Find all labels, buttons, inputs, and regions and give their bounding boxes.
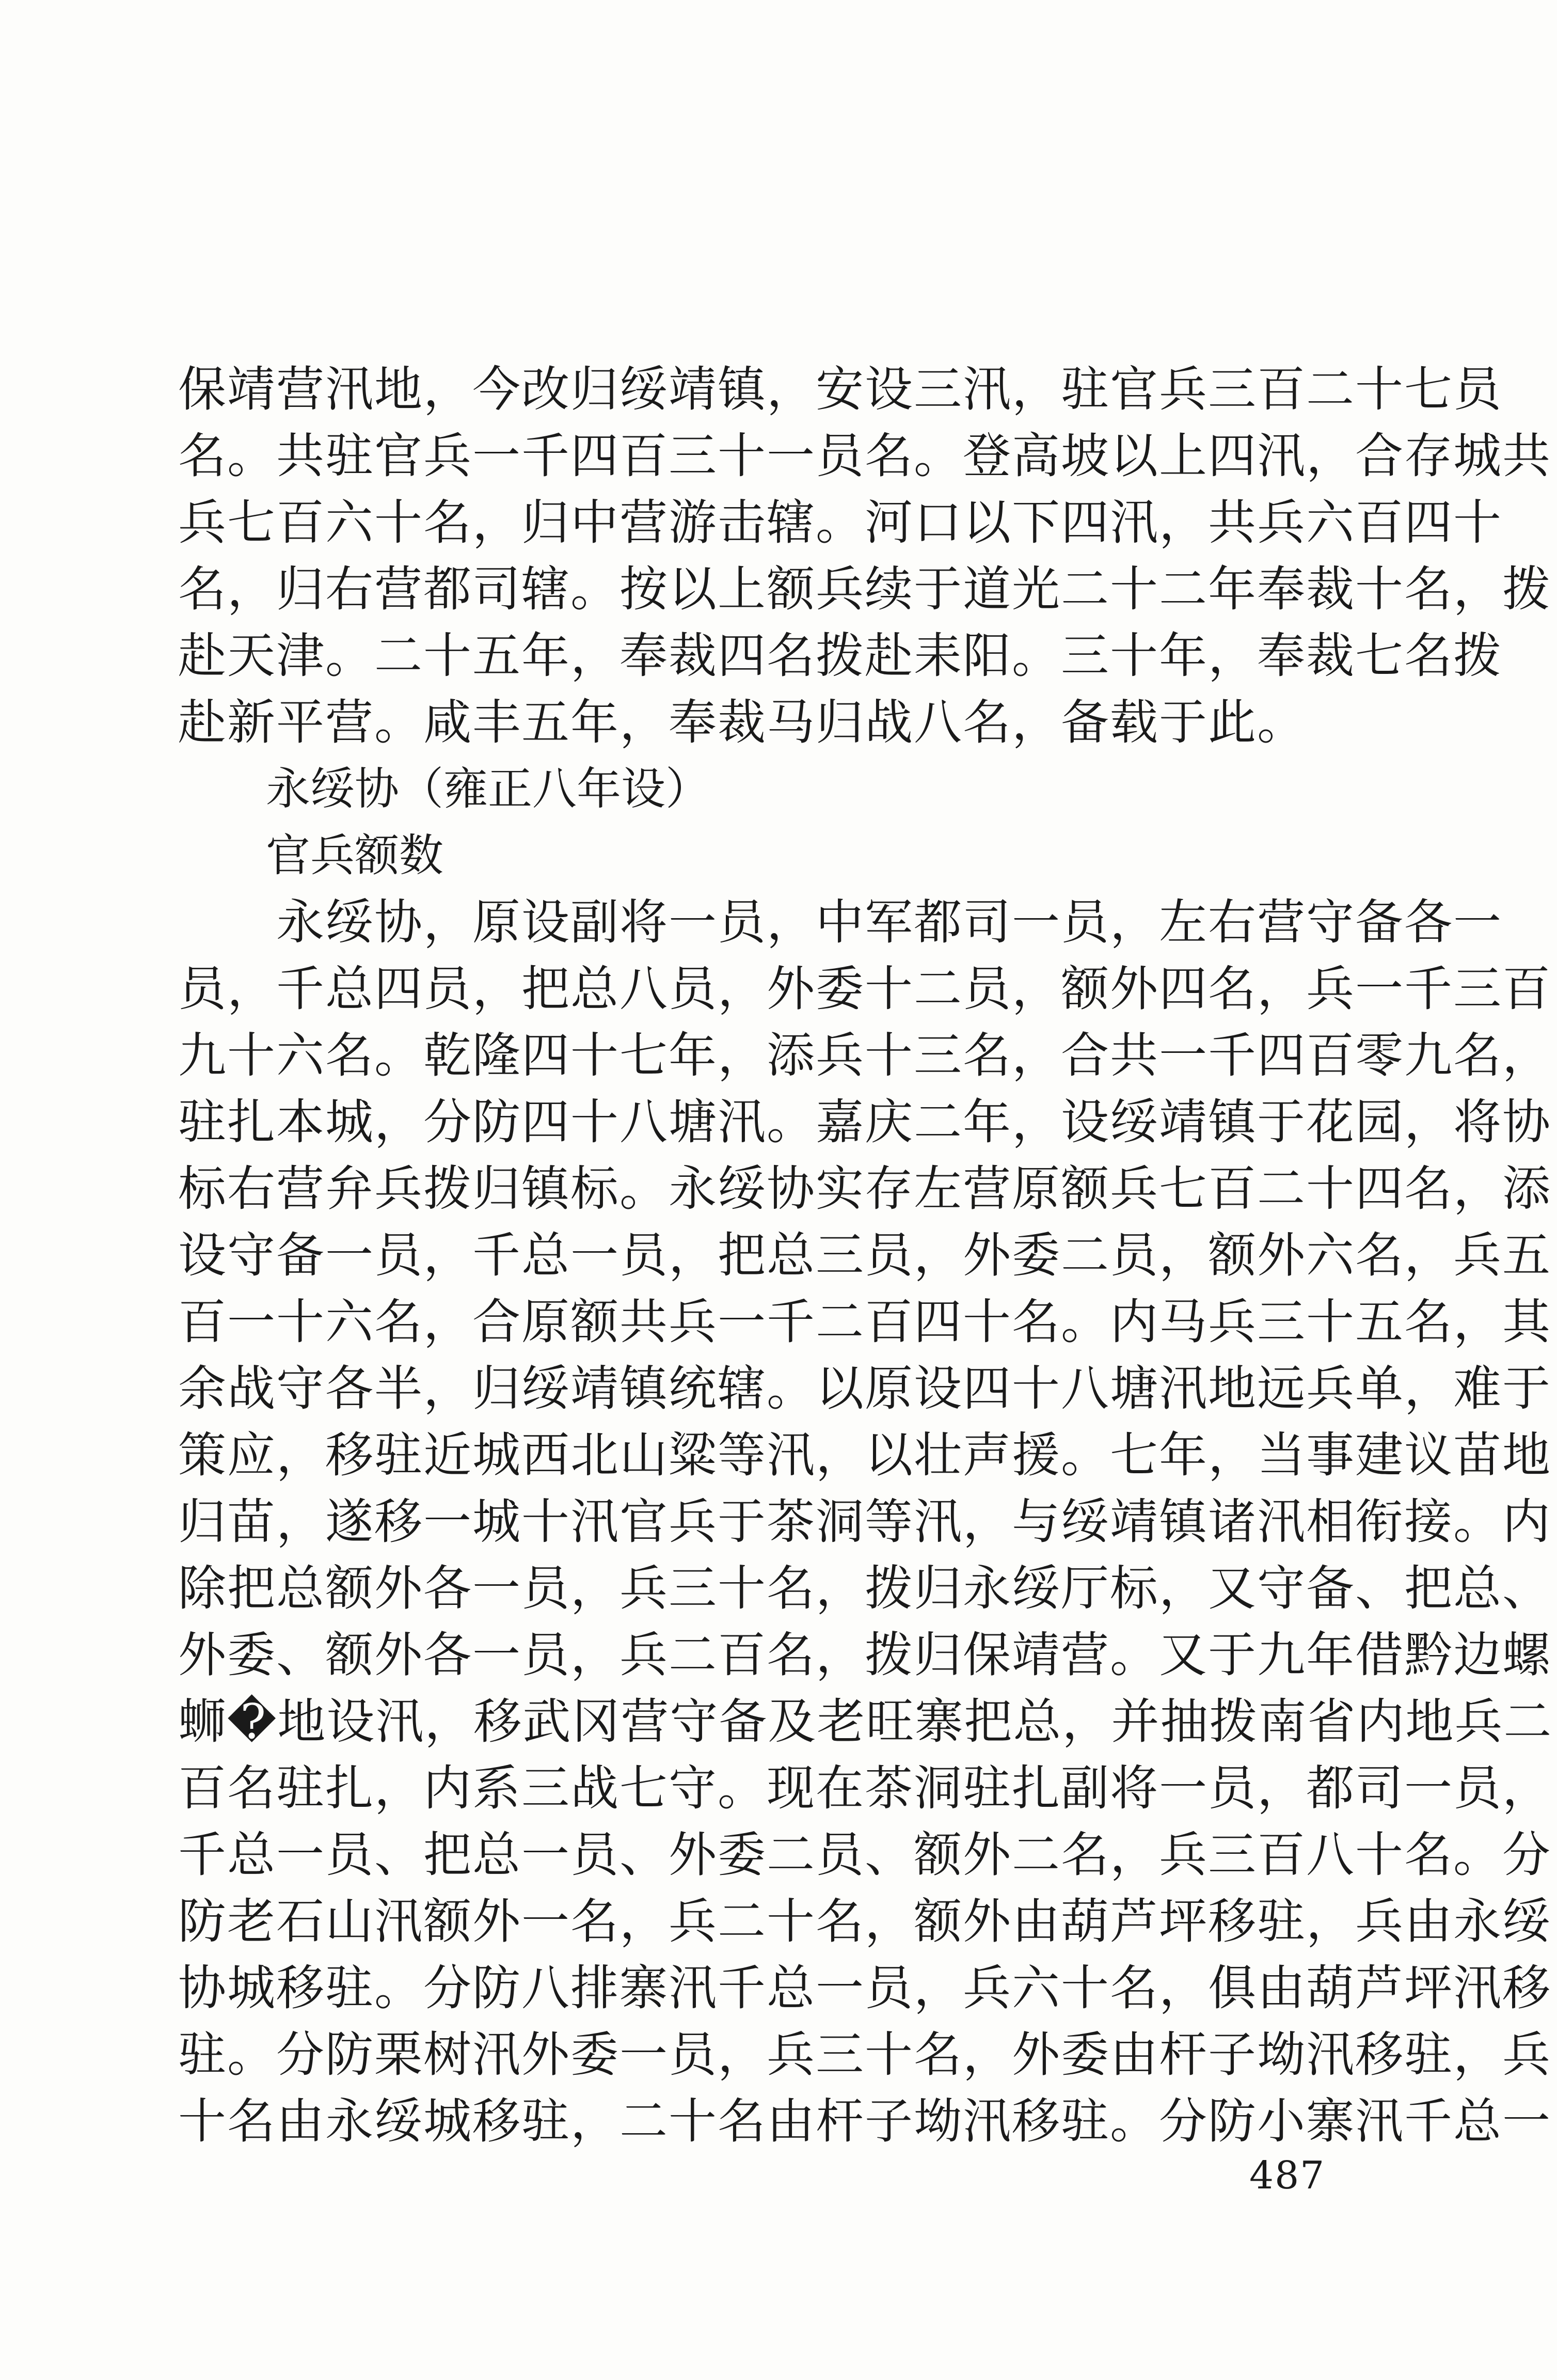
page-number: 487	[1249, 2153, 1326, 2198]
text-line: 归苗，遂移一城十汛官兵于茶洞等汛，与绥靖镇诸汛相衔接。内	[178, 1494, 1551, 1550]
text-line: 名，归右营都司辖。按以上额兵续于道光二十二年奉裁十名，拨	[178, 561, 1551, 617]
text-line: 保靖营汛地，今改归绥靖镇，安设三汛，驻官兵三百二十七员	[178, 361, 1502, 417]
text-line: 防老石山汛额外一名，兵二十名，额外由葫芦坪移驻，兵由永绥	[178, 1894, 1551, 1949]
text-line: 策应，移驻近城西北山粱等汛，以壮声援。七年，当事建议苗地	[178, 1427, 1551, 1483]
text-line: 九十六名。乾隆四十七年，添兵十三名，合共一千四百零九名，	[178, 1028, 1551, 1083]
text-line: 设守备一员，千总一员，把总三员，外委二员，额外六名，兵五	[178, 1227, 1551, 1283]
text-line: 外委、额外各一员，兵二百名，拨归保靖营。又于九年借黔边螺	[178, 1627, 1551, 1683]
text-line: 余战守各半，归绥靖镇统辖。以原设四十八塘汛地远兵单，难于	[178, 1361, 1551, 1416]
text-line: 兵七百六十名，归中营游击辖。河口以下四汛，共兵六百四十	[178, 495, 1502, 550]
text-line: 员，千总四员，把总八员，外委十二员，额外四名，兵一千三百	[178, 961, 1551, 1017]
text-line: 赴新平营。咸丰五年，奉裁马归战八名，备载于此。	[178, 695, 1306, 750]
text-line: 百一十六名，合原额共兵一千二百四十名。内马兵三十五名，其	[178, 1294, 1551, 1350]
text-line: 千总一员、把总一员、外委二员、额外二名，兵三百八十名。分	[178, 1827, 1551, 1883]
text-line: 标右营弁兵拨归镇标。永绥协实存左营原额兵七百二十四名，添	[178, 1161, 1551, 1217]
page-text-block	[178, 356, 1553, 2155]
text-line: 驻。分防栗树汛外委一员，兵三十名，外委由杆子坳汛移驻，兵	[178, 2027, 1551, 2083]
text-line: 百名驻扎，内系三战七守。现在茶洞驻扎副将一员，都司一员，	[178, 1760, 1551, 1816]
section-heading: 永绥协（雍正八年设）	[266, 763, 710, 815]
text-line: 除把总额外各一员，兵三十名，拨归永绥厅标，又守备、把总、	[178, 1561, 1551, 1616]
text-line: 永绥协，原设副将一员，中军都司一员，左右营守备各一	[178, 894, 1502, 950]
text-line: 十名由永绥城移驻，二十名由杆子坳汛移驻。分防小寨汛千总一	[178, 2093, 1551, 2149]
text-line: 驻扎本城，分防四十八塘汛。嘉庆二年，设绥靖镇于花园，将协	[178, 1094, 1551, 1150]
text-line: 赴天津。二十五年，奉裁四名拨赴耒阳。三十年，奉裁七名拨	[178, 628, 1502, 684]
subsection-heading: 官兵额数	[266, 830, 443, 881]
text-line: 名。共驻官兵一千四百三十一员名。登高坡以上四汛，合存城共	[178, 428, 1551, 484]
text-line: 协城移驻。分防八排寨汛千总一员，兵六十名，俱由葫芦坪汛移	[178, 1960, 1551, 2016]
text-line: 蛳�地设汛，移武冈营守备及老旺寨把总，并抽拨南省内地兵二	[178, 1694, 1553, 1749]
